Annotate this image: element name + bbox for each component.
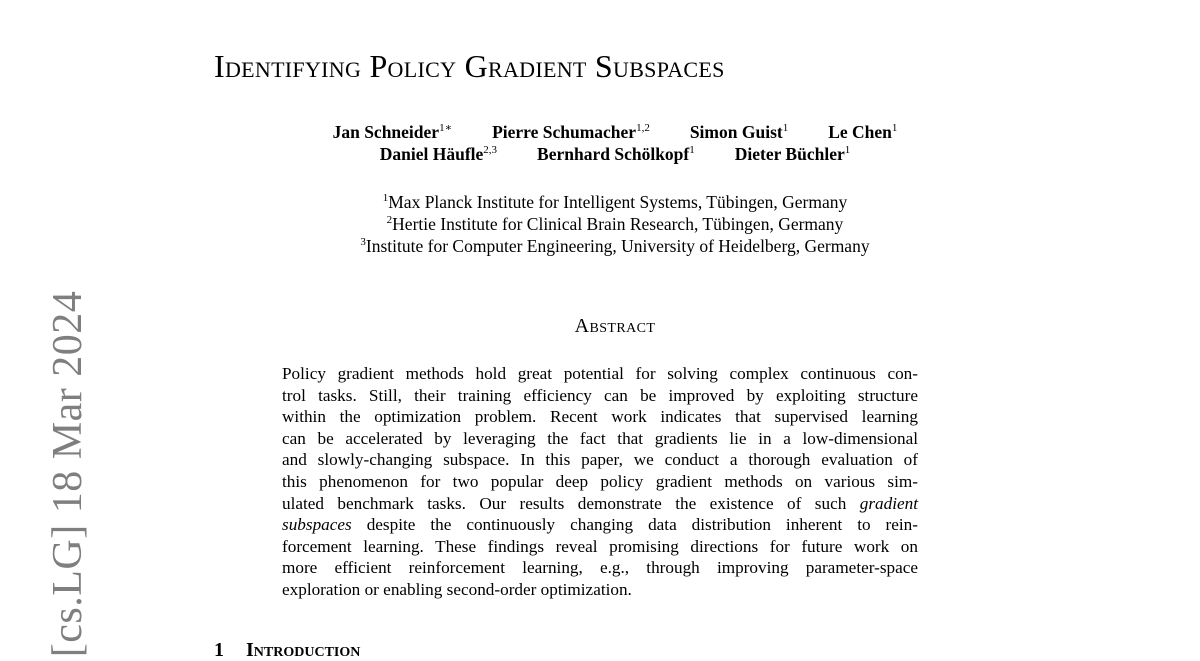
author	[380, 146, 497, 164]
author	[333, 124, 452, 142]
paper-title: Identifying Policy Gradient Subspaces	[214, 48, 725, 84]
affiliation-text: Hertie Institute for Clinical Brain Research, Tübingen, Germany	[392, 214, 844, 234]
abstract-line: more efficient reinforcement learning, e.g., through improving parameter-space	[282, 558, 918, 578]
author-affiliation-mark: 1	[891, 122, 898, 134]
author	[735, 146, 851, 164]
author	[492, 124, 650, 142]
author-affiliation-mark: 1∗	[439, 122, 453, 134]
abstract-line: can be accelerated by leveraging the fact that gradients lie in a low-dimensional	[282, 428, 918, 448]
affiliations	[260, 191, 970, 257]
section-number: 1	[214, 639, 224, 661]
abstract-emphasis: gradient	[859, 493, 918, 513]
authors-row-1	[260, 124, 970, 142]
abstract-line: exploration or enabling second-order optimization.	[282, 579, 632, 599]
author-affiliation-mark: 1	[844, 144, 851, 156]
abstract-line: Policy gradient methods hold great potential for solving complex continuous con-	[282, 364, 918, 383]
affiliation	[260, 213, 970, 235]
abstract-line: forcement learning. These findings reveal promising directions for future work on	[282, 536, 918, 556]
abstract-line: within the optimization problem. Recent work indicates that supervised learning	[282, 407, 918, 427]
author-name: Jan Schneider	[332, 122, 440, 142]
author-name: Le Chen	[828, 122, 892, 142]
author-name: Pierre Schumacher	[492, 122, 637, 142]
abstract-line-text: ulated benchmark tasks. Our results demonstrate the existence of such	[282, 493, 847, 513]
author-name: Daniel Häufle	[379, 144, 484, 164]
affiliation-mark: 2	[386, 214, 393, 226]
abstract-emphasis: subspaces	[282, 515, 352, 535]
affiliation-text: Max Planck Institute for Intelligent Systems, Tübingen, Germany	[388, 192, 848, 212]
author	[690, 124, 788, 142]
author-affiliation-mark: 1,2	[636, 122, 650, 134]
affiliation-mark: 3	[360, 236, 366, 248]
abstract-line	[282, 514, 918, 536]
author-affiliation-mark: 1	[689, 144, 695, 156]
author	[537, 146, 695, 164]
affiliation	[260, 235, 970, 257]
abstract-line: and slowly-changing subspace. In this paper, we conduct a thorough evaluation of	[282, 450, 918, 470]
next-section-heading	[214, 640, 360, 660]
author-affiliation-mark: 1	[782, 122, 789, 134]
author	[828, 124, 897, 142]
abstract-heading: Abstract	[574, 315, 656, 337]
abstract-line: this phenomenon for two popular deep policy gradient methods on various sim-	[282, 471, 918, 491]
author-name: Bernhard Schölkopf	[537, 144, 690, 164]
section-title: Introduction	[246, 639, 361, 661]
abstract-line-text: despite the continuously changing data distribution inherent to rein-	[366, 515, 918, 535]
arxiv-side-stamp: [cs.LG] 18 Mar 2024	[45, 290, 91, 658]
author-name: Dieter Büchler	[734, 144, 845, 164]
author-affiliation-mark: 2,3	[483, 144, 498, 156]
affiliation-text: Institute for Computer Engineering, University of Heidelberg, Germany	[365, 236, 870, 256]
abstract-line: trol tasks. Still, their training efficiency can be improved by exploiting structure	[282, 385, 918, 405]
abstract-line	[282, 493, 918, 515]
abstract-body	[282, 363, 918, 601]
affiliation	[260, 191, 970, 213]
author-name: Simon Guist	[689, 122, 783, 142]
affiliation-mark: 1	[382, 192, 389, 204]
authors-row-2	[260, 146, 970, 164]
